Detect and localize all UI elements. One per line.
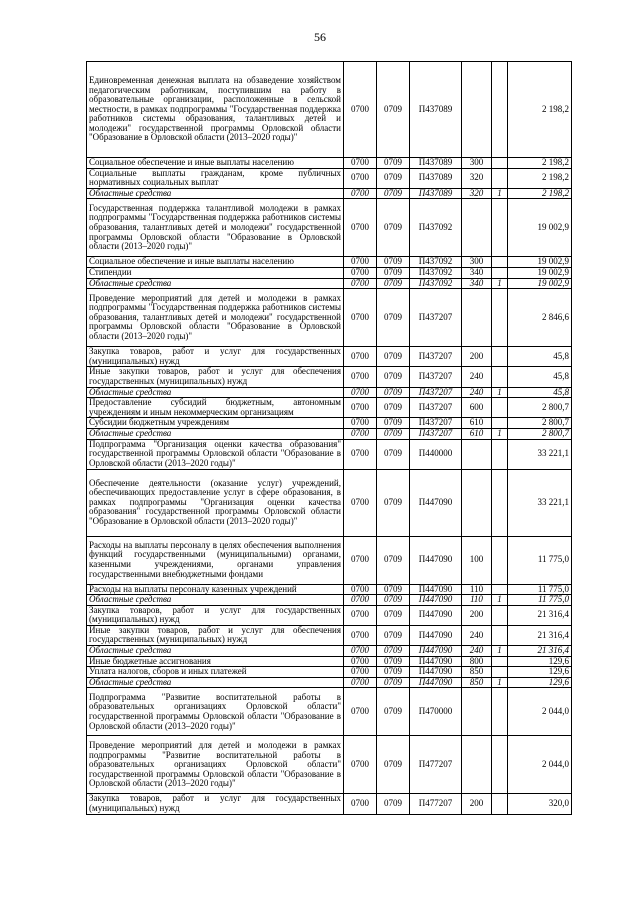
table-row <box>87 168 572 188</box>
row-target-article: П440000 <box>410 439 462 469</box>
row-funding-source: 1 <box>492 677 508 688</box>
row-section: 0700 <box>344 199 377 257</box>
row-expense-type: 240 <box>462 367 492 387</box>
table-row <box>87 667 572 678</box>
row-section: 0700 <box>344 625 377 645</box>
row-funding-source: 1 <box>492 387 508 398</box>
row-target-article: П477207 <box>410 736 462 794</box>
row-amount: 129,6 <box>508 656 572 667</box>
row-section: 0700 <box>344 418 377 429</box>
row-name: Субсидии бюджетным учреждениям <box>87 418 344 429</box>
row-target-article: П437089 <box>410 168 462 188</box>
row-target-article: П437207 <box>410 347 462 367</box>
table-row <box>87 677 572 688</box>
row-name: Иные бюджетные ассигнования <box>87 656 344 667</box>
row-funding-source <box>492 536 508 584</box>
row-funding-source <box>492 625 508 645</box>
row-target-article: П437207 <box>410 289 462 347</box>
row-name: Социальное обеспечение и иные выплаты населению <box>87 257 344 268</box>
row-expense-type <box>462 199 492 257</box>
row-target-article: П470000 <box>410 688 462 736</box>
row-subsection: 0709 <box>377 289 410 347</box>
row-amount: 21 316,4 <box>508 646 572 657</box>
row-expense-type <box>462 289 492 347</box>
row-target-article: П447090 <box>410 595 462 606</box>
row-subsection: 0709 <box>377 168 410 188</box>
row-subsection: 0709 <box>377 667 410 678</box>
row-funding-source <box>492 794 508 814</box>
row-expense-type: 850 <box>462 667 492 678</box>
table-row <box>87 584 572 595</box>
row-section: 0700 <box>344 595 377 606</box>
table-row <box>87 439 572 469</box>
row-expense-type: 240 <box>462 646 492 657</box>
row-target-article: П447090 <box>410 625 462 645</box>
row-target-article: П437207 <box>410 367 462 387</box>
row-section: 0700 <box>344 677 377 688</box>
row-section: 0700 <box>344 62 377 158</box>
row-funding-source <box>492 289 508 347</box>
row-expense-type: 320 <box>462 168 492 188</box>
row-name: Подпрограмма "Организация оценки качества образования" государственной программы Орловской области "Образование в Орловской области (2013–2020 годы)" <box>87 439 344 469</box>
row-expense-type <box>462 688 492 736</box>
row-funding-source: 1 <box>492 646 508 657</box>
row-section: 0700 <box>344 469 377 536</box>
row-name: Областные средства <box>87 387 344 398</box>
row-expense-type: 610 <box>462 428 492 439</box>
row-amount: 19 002,9 <box>508 199 572 257</box>
row-expense-type: 340 <box>462 278 492 289</box>
row-amount: 33 221,1 <box>508 469 572 536</box>
row-section: 0700 <box>344 347 377 367</box>
row-expense-type: 340 <box>462 267 492 278</box>
row-name: Областные средства <box>87 646 344 657</box>
row-amount: 45,8 <box>508 347 572 367</box>
table-row <box>87 387 572 398</box>
row-expense-type <box>462 62 492 158</box>
row-subsection: 0709 <box>377 199 410 257</box>
row-section: 0700 <box>344 656 377 667</box>
row-amount: 2 800,7 <box>508 418 572 429</box>
row-funding-source <box>492 199 508 257</box>
row-expense-type: 100 <box>462 536 492 584</box>
row-subsection: 0709 <box>377 257 410 268</box>
row-amount: 11 775,0 <box>508 536 572 584</box>
row-name: Областные средства <box>87 188 344 199</box>
row-amount: 2 800,7 <box>508 398 572 418</box>
budget-table <box>86 61 572 815</box>
table-row <box>87 398 572 418</box>
row-section: 0700 <box>344 536 377 584</box>
row-funding-source <box>492 62 508 158</box>
row-target-article: П437207 <box>410 418 462 429</box>
row-section: 0700 <box>344 667 377 678</box>
row-target-article: П447090 <box>410 584 462 595</box>
row-section: 0700 <box>344 257 377 268</box>
row-name: Областные средства <box>87 278 344 289</box>
row-amount: 45,8 <box>508 387 572 398</box>
row-target-article: П437089 <box>410 158 462 169</box>
row-section: 0700 <box>344 736 377 794</box>
table-row <box>87 267 572 278</box>
row-name: Закупка товаров, работ и услуг для государственных (муниципальных) нужд <box>87 605 344 625</box>
row-funding-source <box>492 439 508 469</box>
row-subsection: 0709 <box>377 646 410 657</box>
row-name: Социальные выплаты гражданам, кроме публичных нормативных социальных выплат <box>87 168 344 188</box>
row-subsection: 0709 <box>377 677 410 688</box>
row-target-article: П447090 <box>410 605 462 625</box>
row-subsection: 0709 <box>377 387 410 398</box>
row-name: Областные средства <box>87 677 344 688</box>
row-subsection: 0709 <box>377 584 410 595</box>
row-name: Предоставление субсидий бюджетным, автономным учреждениям и иным некоммерческим организациям <box>87 398 344 418</box>
row-target-article: П477207 <box>410 794 462 814</box>
row-expense-type <box>462 439 492 469</box>
row-expense-type: 200 <box>462 605 492 625</box>
row-funding-source: 1 <box>492 595 508 606</box>
row-name: Уплата налогов, сборов и иных платежей <box>87 667 344 678</box>
row-subsection: 0709 <box>377 428 410 439</box>
row-section: 0700 <box>344 158 377 169</box>
row-expense-type: 200 <box>462 347 492 367</box>
row-expense-type: 320 <box>462 188 492 199</box>
row-amount: 21 316,4 <box>508 625 572 645</box>
row-expense-type: 610 <box>462 418 492 429</box>
row-amount: 320,0 <box>508 794 572 814</box>
row-section: 0700 <box>344 584 377 595</box>
row-subsection: 0709 <box>377 267 410 278</box>
row-target-article: П437092 <box>410 278 462 289</box>
row-target-article: П437207 <box>410 428 462 439</box>
row-name: Расходы на выплаты персоналу в целях обеспечения выполнения функций государственными (муниципальными) органами, казенными учреждениями, органами управления государственными внебюджетными фондами <box>87 536 344 584</box>
row-name: Обеспечение деятельности (оказание услуг) учреждений, обеспечивающих предоставление услуг в сфере образования, в рамках подпрограммы "Организация оценки качества образования" государственной программы Орловской области "Образование в Орловской области (2013–2020 годы)" <box>87 469 344 536</box>
row-subsection: 0709 <box>377 595 410 606</box>
table-row <box>87 595 572 606</box>
row-section: 0700 <box>344 387 377 398</box>
row-section: 0700 <box>344 439 377 469</box>
row-section: 0700 <box>344 188 377 199</box>
row-name: Иные закупки товаров, работ и услуг для обеспечения государственных (муниципальных) нужд <box>87 625 344 645</box>
row-amount: 2 198,2 <box>508 188 572 199</box>
row-funding-source <box>492 418 508 429</box>
row-name: Закупка товаров, работ и услуг для государственных (муниципальных) нужд <box>87 347 344 367</box>
row-section: 0700 <box>344 278 377 289</box>
row-subsection: 0709 <box>377 656 410 667</box>
row-expense-type: 800 <box>462 656 492 667</box>
row-funding-source <box>492 688 508 736</box>
row-amount: 2 198,2 <box>508 62 572 158</box>
row-target-article: П437207 <box>410 387 462 398</box>
row-target-article: П447090 <box>410 677 462 688</box>
row-section: 0700 <box>344 367 377 387</box>
table-row <box>87 347 572 367</box>
row-amount: 21 316,4 <box>508 605 572 625</box>
row-amount: 45,8 <box>508 367 572 387</box>
row-subsection: 0709 <box>377 347 410 367</box>
row-section: 0700 <box>344 646 377 657</box>
row-funding-source <box>492 158 508 169</box>
row-target-article: П437092 <box>410 267 462 278</box>
row-subsection: 0709 <box>377 605 410 625</box>
row-name: Стипендии <box>87 267 344 278</box>
row-subsection: 0709 <box>377 188 410 199</box>
row-subsection: 0709 <box>377 158 410 169</box>
row-target-article: П437207 <box>410 398 462 418</box>
page-number: 56 <box>314 30 326 44</box>
row-amount: 19 002,9 <box>508 257 572 268</box>
table-row <box>87 188 572 199</box>
row-amount: 2 198,2 <box>508 168 572 188</box>
row-subsection: 0709 <box>377 794 410 814</box>
table-body <box>87 62 572 815</box>
row-name: Социальное обеспечение и иные выплаты населению <box>87 158 344 169</box>
row-name: Проведение мероприятий для детей и молодежи в рамках подпрограммы "Государственная поддержка работников системы образования, талантливых детей и молодежи" государственной программы Орловской области "Образование в Орловской области (2013–2020 годы)" <box>87 289 344 347</box>
row-amount: 19 002,9 <box>508 278 572 289</box>
row-funding-source <box>492 398 508 418</box>
table-row <box>87 688 572 736</box>
row-subsection: 0709 <box>377 418 410 429</box>
row-subsection: 0709 <box>377 278 410 289</box>
row-target-article: П447090 <box>410 667 462 678</box>
row-name: Областные средства <box>87 428 344 439</box>
row-target-article: П437089 <box>410 188 462 199</box>
row-amount: 11 775,0 <box>508 584 572 595</box>
row-target-article: П437092 <box>410 257 462 268</box>
row-subsection: 0709 <box>377 625 410 645</box>
row-amount: 2 846,6 <box>508 289 572 347</box>
row-funding-source <box>492 257 508 268</box>
row-funding-source: 1 <box>492 278 508 289</box>
row-name: Областные средства <box>87 595 344 606</box>
table-row <box>87 536 572 584</box>
row-subsection: 0709 <box>377 62 410 158</box>
table-row <box>87 289 572 347</box>
row-funding-source: 1 <box>492 428 508 439</box>
row-subsection: 0709 <box>377 398 410 418</box>
table-row <box>87 794 572 814</box>
row-section: 0700 <box>344 688 377 736</box>
table-row <box>87 625 572 645</box>
row-amount: 129,6 <box>508 677 572 688</box>
row-amount: 33 221,1 <box>508 439 572 469</box>
row-section: 0700 <box>344 168 377 188</box>
row-expense-type: 240 <box>462 625 492 645</box>
row-subsection: 0709 <box>377 439 410 469</box>
row-name: Единовременная денежная выплата на обзаведение хозяйством педагогическим работникам, поступившим на работу в образовательные организации, расположенные в сельской местности, в рамках подпрограммы "Государственная поддержка работников системы образования, талантливых детей и молодежи" государственной программы Орловской области "Образование в Орловской области (2013–2020 годы)" <box>87 62 344 158</box>
row-name: Иные закупки товаров, работ и услуг для обеспечения государственных (муниципальных) нужд <box>87 367 344 387</box>
row-funding-source <box>492 469 508 536</box>
row-target-article: П447090 <box>410 469 462 536</box>
row-amount: 19 002,9 <box>508 267 572 278</box>
row-section: 0700 <box>344 428 377 439</box>
table-row <box>87 62 572 158</box>
table-row <box>87 199 572 257</box>
row-name: Государственная поддержка талантливой молодежи в рамках подпрограммы "Государственная поддержка работников системы образования, талантливых детей и молодежи" государственной программы Орловской области "Образование в Орловской области (2013–2020 годы)" <box>87 199 344 257</box>
row-subsection: 0709 <box>377 736 410 794</box>
table-row <box>87 646 572 657</box>
row-expense-type: 240 <box>462 387 492 398</box>
row-section: 0700 <box>344 605 377 625</box>
table-row <box>87 428 572 439</box>
row-subsection: 0709 <box>377 469 410 536</box>
row-funding-source <box>492 605 508 625</box>
row-expense-type: 110 <box>462 584 492 595</box>
table-row <box>87 656 572 667</box>
row-name: Расходы на выплаты персоналу казенных учреждений <box>87 584 344 595</box>
row-funding-source <box>492 736 508 794</box>
row-name: Проведение мероприятий для детей и молодежи в рамках подпрограммы "Развитие воспитательной работы в образовательных организациях Орловской области" государственной программы Орловской области "Образование в Орловской области (2013–2020 годы)" <box>87 736 344 794</box>
row-section: 0700 <box>344 398 377 418</box>
row-amount: 129,6 <box>508 667 572 678</box>
table-row <box>87 158 572 169</box>
row-name: Закупка товаров, работ и услуг для государственных (муниципальных) нужд <box>87 794 344 814</box>
row-funding-source <box>492 267 508 278</box>
table-row <box>87 257 572 268</box>
row-funding-source <box>492 367 508 387</box>
row-expense-type: 600 <box>462 398 492 418</box>
row-expense-type: 850 <box>462 677 492 688</box>
row-amount: 11 775,0 <box>508 595 572 606</box>
row-section: 0700 <box>344 267 377 278</box>
row-funding-source <box>492 656 508 667</box>
row-subsection: 0709 <box>377 367 410 387</box>
row-expense-type: 110 <box>462 595 492 606</box>
row-amount: 2 800,7 <box>508 428 572 439</box>
row-section: 0700 <box>344 289 377 347</box>
row-funding-source: 1 <box>492 188 508 199</box>
row-target-article: П447090 <box>410 656 462 667</box>
row-funding-source <box>492 584 508 595</box>
row-target-article: П437092 <box>410 199 462 257</box>
row-expense-type: 300 <box>462 158 492 169</box>
table-row <box>87 605 572 625</box>
row-funding-source <box>492 168 508 188</box>
row-name: Подпрограмма "Развитие воспитательной работы в образовательных организациях Орловской области" государственной программы Орловской области "Образование в Орловской области (2013–2020 годы)" <box>87 688 344 736</box>
row-target-article: П437089 <box>410 62 462 158</box>
row-funding-source <box>492 667 508 678</box>
table-row <box>87 418 572 429</box>
row-expense-type: 300 <box>462 257 492 268</box>
row-expense-type <box>462 469 492 536</box>
table-row <box>87 367 572 387</box>
row-amount: 2 044,0 <box>508 688 572 736</box>
row-amount: 2 044,0 <box>508 736 572 794</box>
table-row <box>87 736 572 794</box>
row-expense-type <box>462 736 492 794</box>
row-target-article: П447090 <box>410 646 462 657</box>
row-subsection: 0709 <box>377 536 410 584</box>
row-funding-source <box>492 347 508 367</box>
row-target-article: П447090 <box>410 536 462 584</box>
table-row <box>87 278 572 289</box>
row-section: 0700 <box>344 794 377 814</box>
table-row <box>87 469 572 536</box>
row-subsection: 0709 <box>377 688 410 736</box>
row-amount: 2 198,2 <box>508 158 572 169</box>
row-expense-type: 200 <box>462 794 492 814</box>
